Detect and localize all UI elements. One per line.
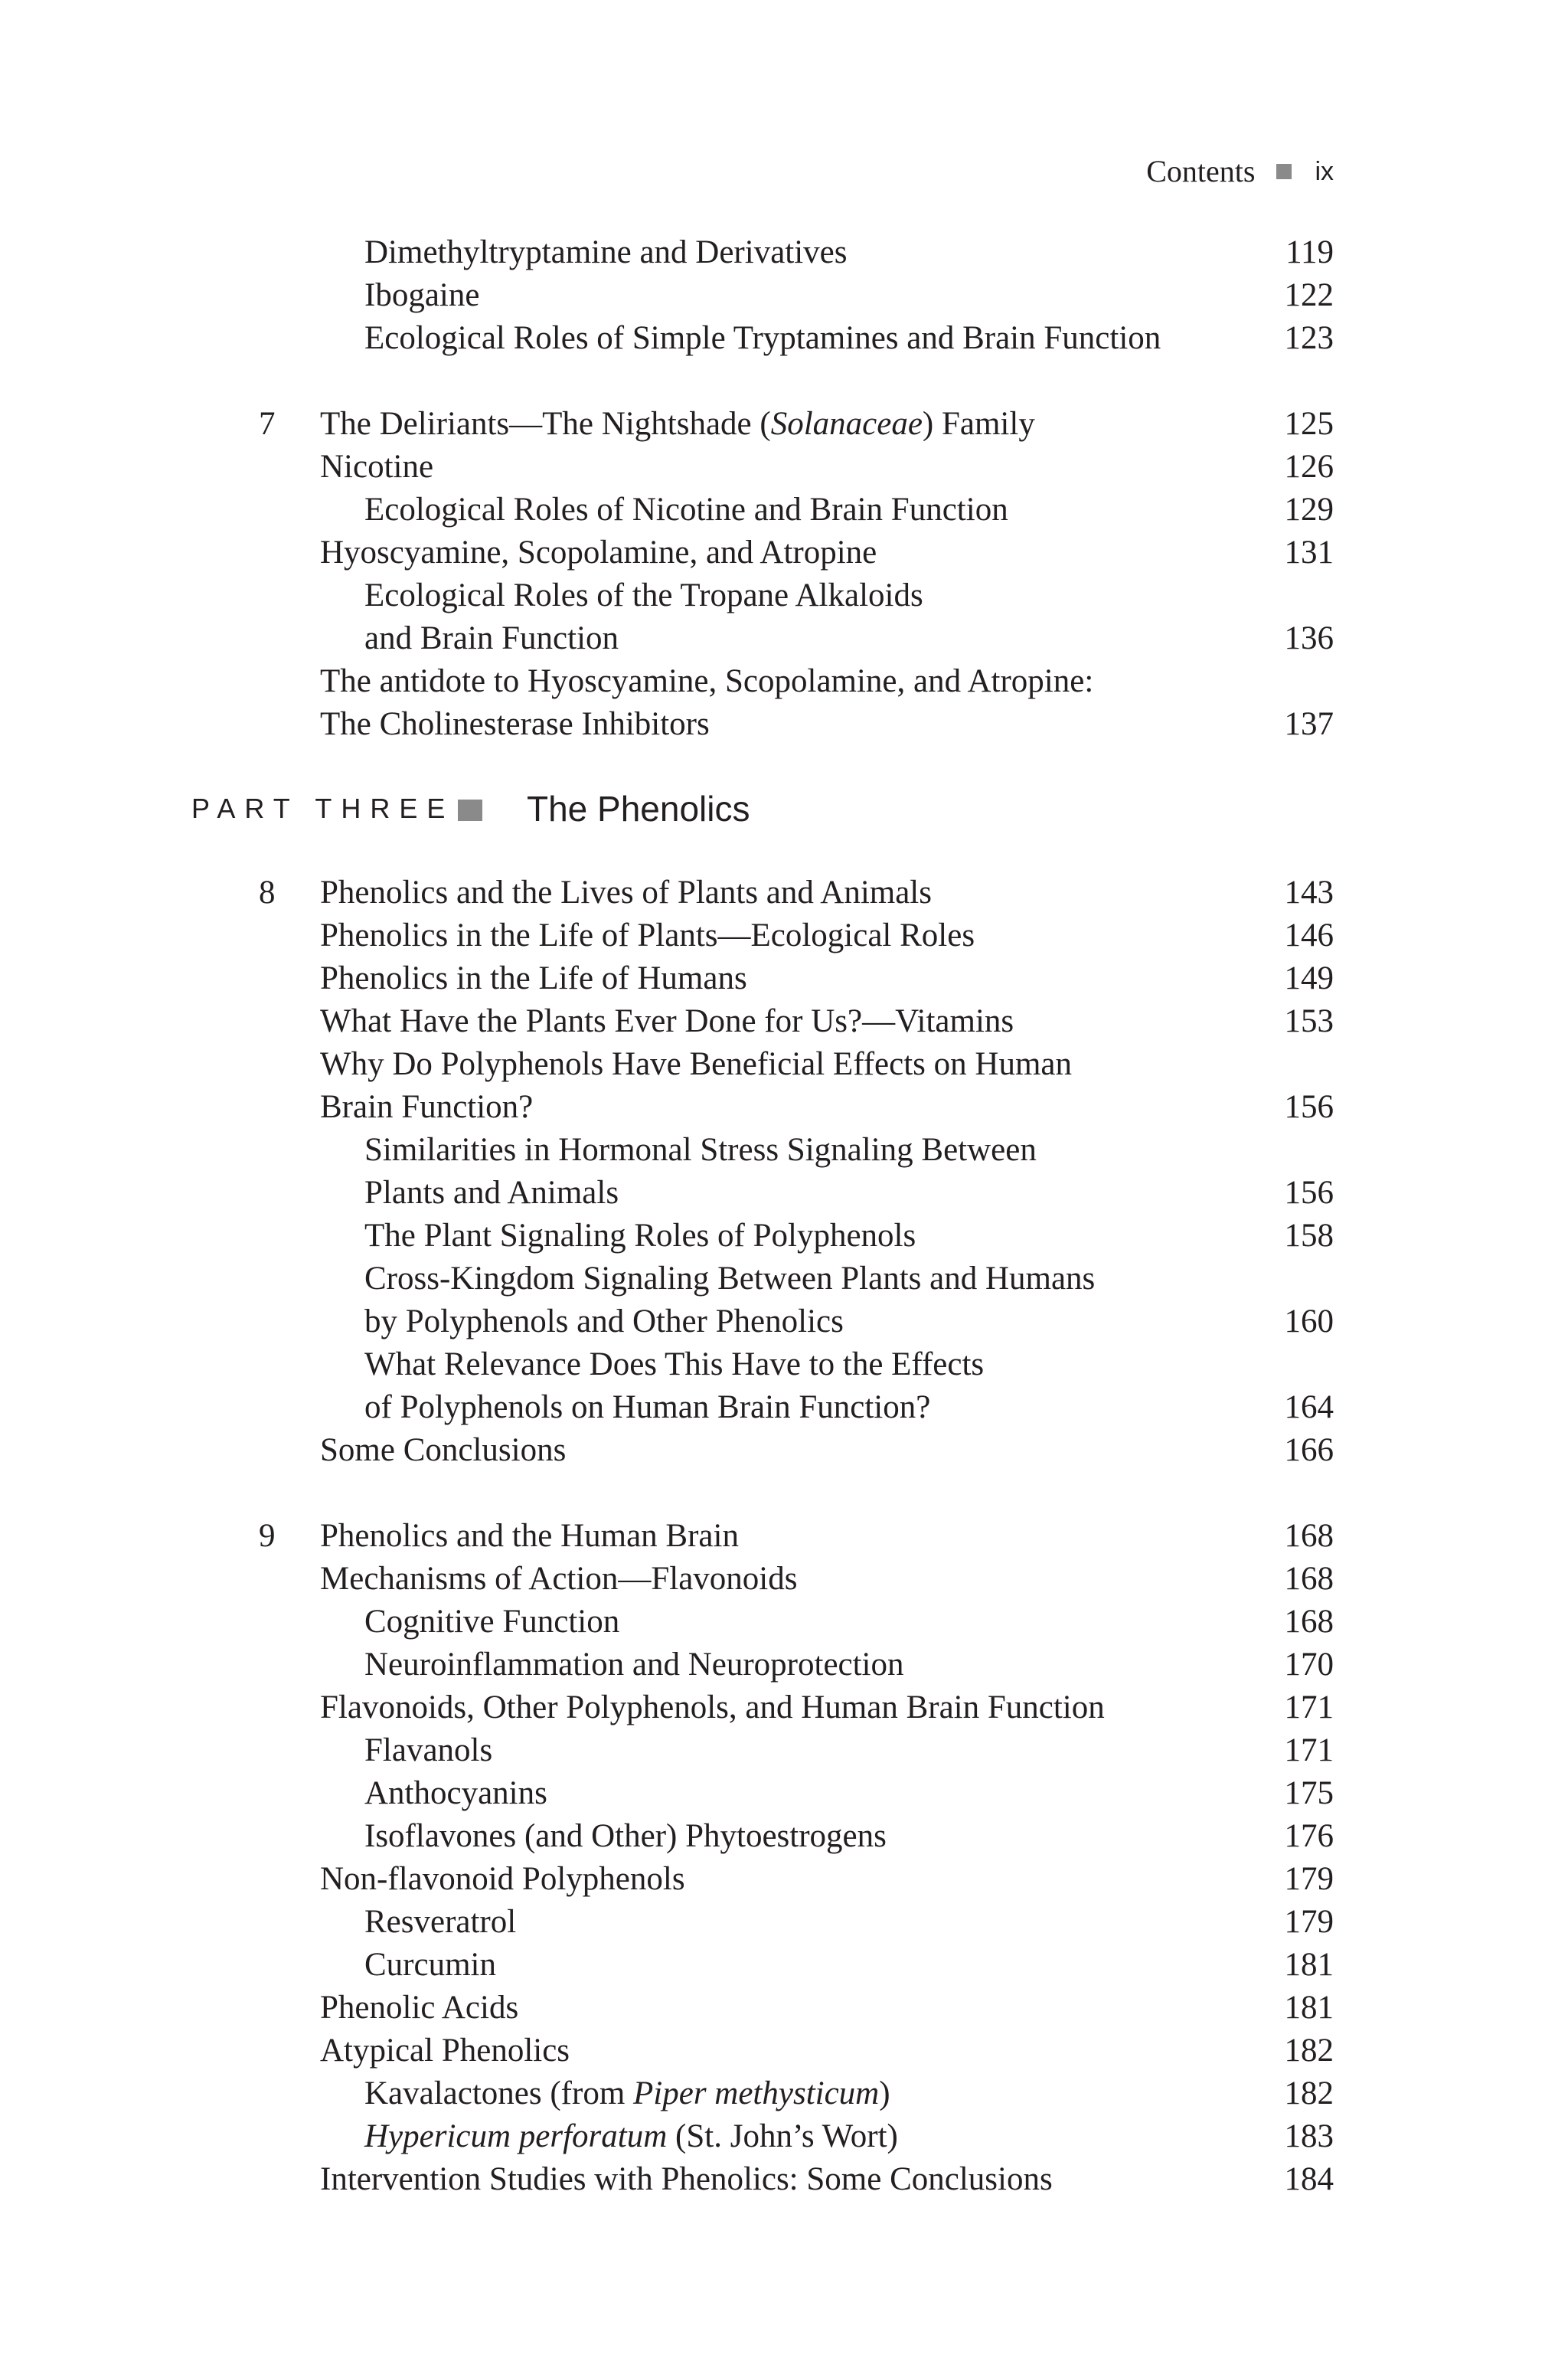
toc-entry: of Polyphenols on Human Brain Function? 164 <box>364 1389 1334 1425</box>
chapter-title: Phenolics and the Lives of Plants and Animals <box>320 875 932 911</box>
table-of-contents <box>0 231 1568 2201</box>
toc-entry: Anthocyanins 175 <box>364 1775 1334 1811</box>
part-title: The Phenolics <box>527 789 750 829</box>
toc-entry: Intervention Studies with Phenolics: Some Conclusions 184 <box>320 2161 1334 2197</box>
square-bullet-icon <box>458 800 482 821</box>
toc-entry: The Plant Signaling Roles of Polyphenols 158 <box>364 1218 1334 1254</box>
toc-entry: The Cholinesterase Inhibitors 137 <box>320 706 1334 742</box>
toc-entry: Dimethyltryptamine and Derivatives 119 <box>364 234 1334 270</box>
toc-entry: Mechanisms of Action—Flavonoids 168 <box>320 1561 1334 1597</box>
toc-entry: The antidote to Hyoscyamine, Scopolamine, and Atropine: <box>320 663 1094 699</box>
toc-entry: Neuroinflammation and Neuroprotection 170 <box>364 1647 1334 1683</box>
running-head <box>1146 150 1334 193</box>
chapter-7-heading: 7 The Deliriants—The Nightshade (Solanaceae) Family 125 <box>0 403 1568 446</box>
toc-entry: Ecological Roles of Nicotine and Brain Function 129 <box>364 492 1334 528</box>
part-three-heading <box>0 786 1568 832</box>
toc-entry: Nicotine 126 <box>320 449 1334 485</box>
toc-entry: Similarities in Hormonal Stress Signaling Between <box>364 1132 1037 1168</box>
toc-entry: Phenolic Acids 181 <box>320 1990 1334 2026</box>
toc-entry: Curcumin 181 <box>364 1947 1334 1983</box>
toc-entry: Non-flavonoid Polyphenols 179 <box>320 1861 1334 1897</box>
running-head-title: Contents <box>1146 154 1256 188</box>
chapter-title: Phenolics and the Human Brain <box>320 1518 739 1554</box>
chapter-number: 9 <box>259 1518 276 1554</box>
toc-entry: Flavonoids, Other Polyphenols, and Human Brain Function 171 <box>320 1689 1334 1725</box>
toc-entry: Hyoscyamine, Scopolamine, and Atropine 131 <box>320 535 1334 571</box>
part-label: PART THREE <box>191 793 455 824</box>
toc-entry: Ecological Roles of Simple Tryptamines and Brain Function 123 <box>364 320 1334 356</box>
square-bullet-icon <box>1276 164 1292 179</box>
toc-entry: What Have the Plants Ever Done for Us?—Vitamins 153 <box>320 1003 1334 1039</box>
toc-entry: Cognitive Function 168 <box>364 1604 1334 1640</box>
toc-entry: and Brain Function 136 <box>364 620 1334 656</box>
toc-entry: Ibogaine 122 <box>364 277 1334 313</box>
chapter-number: 8 <box>259 875 276 911</box>
toc-entry: Phenolics in the Life of Plants—Ecological Roles 146 <box>320 917 1334 953</box>
toc-entry: Brain Function? 156 <box>320 1089 1334 1125</box>
toc-entry: Ecological Roles of the Tropane Alkaloids <box>364 577 923 613</box>
chapter-number: 7 <box>259 406 276 442</box>
chapter-title: The Deliriants—The Nightshade (Solanaceae) Family <box>320 406 1035 442</box>
toc-entry: Some Conclusions 166 <box>320 1432 1334 1468</box>
toc-entry: Atypical Phenolics 182 <box>320 2033 1334 2069</box>
toc-entry: Resveratrol 179 <box>364 1904 1334 1940</box>
toc-entry: Hypericum perforatum (St. John’s Wort) 183 <box>364 2118 1334 2154</box>
page-number: ix <box>1315 157 1334 186</box>
toc-entry: Flavanols 171 <box>364 1732 1334 1768</box>
toc-entry: Why Do Polyphenols Have Beneficial Effects on Human <box>320 1046 1072 1082</box>
toc-entry: by Polyphenols and Other Phenolics 160 <box>364 1303 1334 1339</box>
chapter-9-heading: 9 Phenolics and the Human Brain 168 <box>0 1515 1568 1558</box>
toc-entry: Plants and Animals 156 <box>364 1175 1334 1211</box>
toc-entry: What Relevance Does This Have to the Effects <box>364 1346 985 1382</box>
toc-entry: Phenolics in the Life of Humans 149 <box>320 960 1334 996</box>
toc-entry: Cross-Kingdom Signaling Between Plants and Humans <box>364 1261 1096 1297</box>
toc-entry: Isoflavones (and Other) Phytoestrogens 176 <box>364 1818 1334 1854</box>
chapter-8-heading: 8 Phenolics and the Lives of Plants and Animals 143 <box>0 872 1568 914</box>
toc-entry: Kavalactones (from Piper methysticum) 182 <box>364 2075 1334 2111</box>
